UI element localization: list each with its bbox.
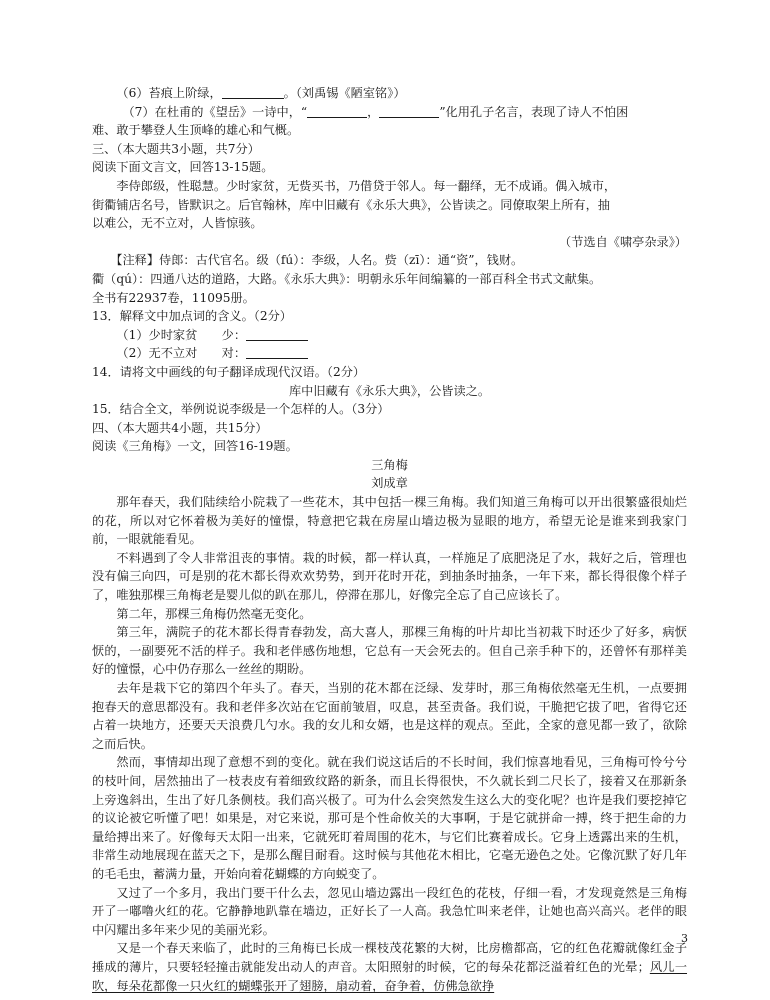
answer-blank: [307, 104, 367, 118]
section-3-intro: 阅读下面文言文，回答13-15题。: [92, 160, 274, 175]
answer-blank: [379, 104, 439, 118]
page-number: 3: [681, 932, 688, 945]
q6-text: （6）苔痕上阶绿，: [116, 86, 222, 100]
answer-blank: [222, 85, 284, 99]
answer-blank: [246, 327, 308, 341]
passage-source: （节选自《啸亭杂录》）: [559, 234, 687, 249]
article-title: 三角梅: [371, 457, 408, 472]
article-paragraph: 第三年，满院子的花木都长得青春勃发，高大喜人，那棵三角梅的叶片却比当初栽下时还少了好多，病恹恹的，一副要死不活的样子。我和老伴感伤地想，它总有一天会死去的。但自己亲手种下的，还曾怀有那样美好的憧憬，心中仍存那么一丝丝的期盼。: [92, 625, 687, 677]
question-7: （7）在杜甫的《望岳》一诗中，“ ， ”化用孔子名言，表现了诗人不怕困: [122, 104, 629, 119]
question-7-cont: 难、敢于攀登人生顶峰的雄心和气概。: [92, 123, 300, 138]
question-13-1: （1）少时家贫 少：: [92, 326, 687, 345]
q6-source: 。（刘禹锡《陋室铭》）: [283, 86, 406, 100]
article-paragraph: 又过了一个多月，我出门要干什么去，忽见山墙边露出一段红色的花枝，仔细一看，才发现竟然是三角梅开了一嘟噜火红的花。它静静地趴靠在墙边，正好长了一人高。我急忙叫来老伴，让她也高兴高兴。老伴的眼中闪耀出多年来少见的美丽光彩。: [92, 885, 687, 937]
classical-passage-line: 李侍郎级，性聪慧。少时家贫，无赀买书，乃借贷于邻人。每一翻绎，无不成诵。偶入城市，: [116, 178, 617, 193]
notes-line: 衢（qú）：四通八达的道路，大路。《永乐大典》：明朝永乐年间编纂的一部百科全书式文献集。: [92, 271, 602, 286]
q7-text-end: ”化用孔子名言，表现了诗人不怕困: [439, 104, 629, 119]
article-paragraph: 不料遇到了令人非常沮丧的事情。栽的时候，都一样认真，一样施足了底肥浇足了水，栽好之后，管理也没有偏三向四，可是别的花木都长得欢欢势势，到开花时开花，到抽条时抽条，一年下来，都长得很像个样子了，唯独那棵三角梅老是婴儿似的趴在那儿，停滞在那儿，好像完全忘了自己应该长了。: [92, 550, 687, 603]
question-15: 15．结合全文，举例说说李级是一个怎样的人。（3分）: [92, 402, 390, 417]
article-paragraph: 去年是栽下它的第四个年头了。春天，当别的花木都在泛绿、发芽时，那三角梅依然毫无生机，一点要拥抱春天的意思都没有。我和老伴多次站在它面前皱眉，叹息，甚至责备。我们说，干脆把它拔了吧，省得它还占着一块地方，还要天天浪费几勺水。我的女儿和女婿，也是这样的观点。至此，全家的意见都一致了，欲除之而后快。: [92, 681, 687, 751]
question-14: 14．请将文中画线的句子翻译成现代汉语。（2分）: [92, 364, 366, 379]
article-paragraph: 第二年，那棵三角梅仍然毫无变化。: [116, 606, 312, 621]
underlined-sentence: 风儿一吹，每朵花都像一只火红的蝴蝶张开了翅膀，扇动着，奋争着，仿佛急欲挣: [92, 959, 688, 993]
question-14-sentence: 库中旧藏有《永乐大典》，公皆读之。: [288, 383, 491, 398]
article-paragraph: 那年春天，我们陆续给小院栽了一些花木，其中包括一棵三角梅。我们知道三角梅可以开出很繁盛很灿烂的花，所以对它怀着极为美好的憧憬，特意把它栽在房屋山墙边极为显眼的地方，希望无论是谁来到我家门前，一眼就能看见。: [92, 495, 687, 547]
section-4-intro: 阅读《三角梅》一文，回答16-19题。: [92, 439, 298, 454]
question-13-2: （2）无不立对 对：: [92, 344, 687, 363]
q7-text: （7）在杜甫的《望岳》一诗中，“: [122, 104, 308, 119]
classical-passage-line: 街衢铺店名号，皆默识之。后官翰林，库中旧藏有《永乐大典》，公皆读之。同僚取架上所有，抽: [92, 197, 610, 212]
article-paragraph-last: 又是一个春天来临了，此时的三角梅已长成一棵枝茂花繁的大树，比房檐都高，它的红色花瓣就像红金子捶成的薄片，只要轻轻撞击就能发出动人的声音。太阳照射的时候，它的每朵花都泛溢着红色的光晕；风儿一吹，每朵花都像一只火红的蝴蝶张开了翅膀，扇动着，奋争着，仿佛急欲挣: [92, 941, 688, 993]
notes-line: 全书有22937卷，11095册。: [92, 290, 255, 305]
section-4-heading: 四、（本大题共4小题，共15分）: [92, 420, 268, 435]
page-content: [92, 84, 687, 995]
classical-passage-line: 以难公，无不立对，人皆惊骇。: [92, 216, 263, 231]
question-13: 13．解释文中加点词的含义。（2分）: [92, 309, 292, 324]
answer-blank: [246, 345, 308, 359]
question-6: [92, 84, 687, 103]
section-3-heading: 三、（本大题共3小题，共7分）: [92, 141, 260, 156]
article-author: 刘成章: [371, 476, 408, 491]
notes-line: 【注释】侍郎：古代官名。级（fú）：李级，人名。赀（zī）：通“资”，钱财。: [110, 253, 524, 268]
article-paragraph: 然而，事情却出现了意想不到的变化。就在我们说这话后的不长时间，我们惊喜地看见，三角梅可怜兮兮的枝叶间，居然抽出了一枝表皮有着细致纹路的新条，而且长得很快，不久就长到二尺长了，接着又在那新条上旁逸斜出，生出了好几条侧枝。我们高兴极了。可为什么会突然发生这么大的变化呢？也许是我们要挖掉它的议论被它听懂了吧！如果是，对它来说，那可是个性命攸关的大事啊，于是它就拼命一搏，终于把生命的力量给搏出来了。好像每天太阳一出来，它就死盯着周围的花木，与它们比赛着成长。它身上透露出来的生机，非常生动地展现在蓝天之下，是那么醒目耐看。这时候与其他花木相比，它毫无逊色之处。它像沉默了好几年的毛毛虫，蓄满力量，开始向着花蝴蝶的方向蜕变了。: [92, 755, 687, 881]
